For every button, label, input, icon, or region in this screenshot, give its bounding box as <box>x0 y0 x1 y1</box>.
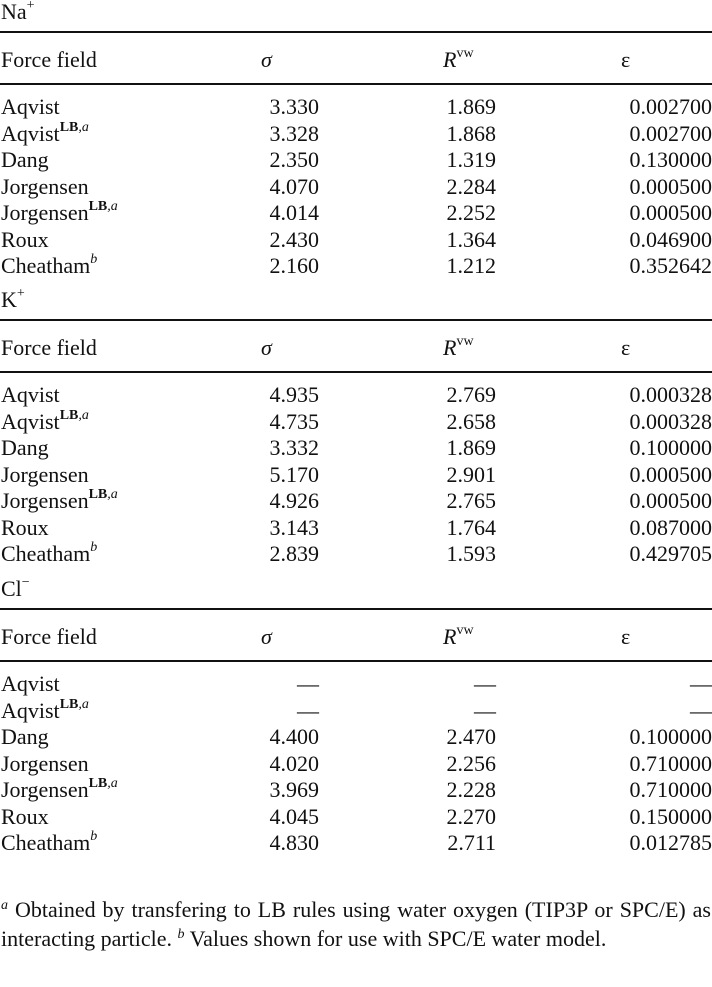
footnote-a-text: Obtained by transfering to LB rules using water oxygen (TIP3P or SPC/E) as interacting particle. <box>1 897 711 951</box>
force-field-label: Jorgensen <box>1 462 89 487</box>
rvw-base: R <box>443 47 457 72</box>
rvw-value: 2.658 <box>446 409 496 434</box>
force-field-label: Jorgensen <box>1 777 89 802</box>
rvw-value: 1.364 <box>446 227 496 252</box>
force-field-label: Aqvist <box>1 382 60 407</box>
epsilon-value: 0.002700 <box>629 94 712 119</box>
epsilon-value: 0.100000 <box>629 435 712 460</box>
epsilon-value: 0.000500 <box>629 462 712 487</box>
rvw-value: 2.252 <box>446 200 496 225</box>
rvw-value: 2.284 <box>446 174 496 199</box>
epsilon-value: 0.000500 <box>629 200 712 225</box>
header-rule-top <box>0 31 712 33</box>
force-field-label: Aqvist <box>1 671 60 696</box>
force-field-label: Dang <box>1 147 49 172</box>
superscript-note: b <box>90 540 98 555</box>
header-rule-top <box>0 608 712 610</box>
column-header-epsilon: ε <box>621 335 631 360</box>
force-field-name <box>1 517 49 539</box>
column-header-epsilon: ε <box>621 47 631 72</box>
sigma-value: 4.014 <box>269 200 319 225</box>
force-field-label: Roux <box>1 515 49 540</box>
force-field-superscript <box>89 199 118 214</box>
force-field-superscript <box>89 776 118 791</box>
rvw-value: 2.256 <box>446 751 496 776</box>
rvw-value: — <box>474 698 496 723</box>
superscript-note: ,a <box>78 408 89 423</box>
rvw-value: 2.769 <box>446 382 496 407</box>
force-field-label: Cheatham <box>1 541 91 566</box>
force-field-name <box>1 96 60 118</box>
footnote-b-text: Values shown for use with SPC/E water model. <box>184 926 607 951</box>
column-header-sigma: σ <box>261 335 272 360</box>
sigma-value: 2.839 <box>269 541 319 566</box>
epsilon-value: 0.046900 <box>629 227 712 252</box>
sigma-value: 4.070 <box>269 174 319 199</box>
force-field-name <box>1 120 89 146</box>
force-field-name <box>1 726 49 748</box>
force-field-label: Jorgensen <box>1 488 89 513</box>
sigma-value: 3.969 <box>269 777 319 802</box>
rvw-value: 1.869 <box>446 435 496 460</box>
sigma-value: 4.045 <box>269 804 319 829</box>
footnote-b-marker: b <box>177 927 185 942</box>
epsilon-value: 0.087000 <box>629 515 712 540</box>
force-field-label: Jorgensen <box>1 200 89 225</box>
epsilon-value: 0.012785 <box>629 830 712 855</box>
sigma-value: 4.935 <box>269 382 319 407</box>
force-field-name <box>1 540 98 566</box>
superscript-note: ,a <box>78 697 89 712</box>
superscript-lb: LB <box>59 408 79 423</box>
superscript-note: b <box>90 252 98 267</box>
rvw-value: — <box>474 671 496 696</box>
force-field-label: Cheatham <box>1 253 91 278</box>
rvw-base: R <box>443 335 457 360</box>
rvw-value: 2.228 <box>446 777 496 802</box>
column-header-rvw <box>443 46 474 72</box>
column-header-epsilon: ε <box>621 624 631 649</box>
rvw-value: 2.270 <box>446 804 496 829</box>
superscript-note: ,a <box>107 776 118 791</box>
force-field-superscript <box>89 487 118 502</box>
superscript-lb: LB <box>59 120 79 135</box>
column-header-force-field: Force field <box>1 47 97 72</box>
rvw-superscript: vw <box>456 623 474 638</box>
epsilon-value: 0.000328 <box>629 409 712 434</box>
superscript-lb: LB <box>88 487 108 502</box>
rvw-value: 2.470 <box>446 724 496 749</box>
force-field-superscript <box>90 829 97 844</box>
ion-charge: − <box>21 575 30 590</box>
superscript-note: b <box>90 829 98 844</box>
superscript-note: ,a <box>78 120 89 135</box>
epsilon-value: 0.150000 <box>629 804 712 829</box>
sigma-value: — <box>297 698 319 723</box>
superscript-lb: LB <box>88 199 108 214</box>
rvw-value: 1.868 <box>446 121 496 146</box>
force-field-label: Aqvist <box>1 409 60 434</box>
epsilon-value: 0.130000 <box>629 147 712 172</box>
sigma-value: 3.328 <box>269 121 319 146</box>
sigma-value: 2.430 <box>269 227 319 252</box>
table-footnote <box>1 895 711 953</box>
force-field-superscript <box>60 120 89 135</box>
force-field-name <box>1 229 49 251</box>
column-header-sigma: σ <box>261 624 272 649</box>
force-field-name <box>1 384 60 406</box>
rvw-value: 2.901 <box>446 462 496 487</box>
force-field-superscript <box>60 697 89 712</box>
epsilon-value: — <box>690 698 712 723</box>
sigma-value: 4.735 <box>269 409 319 434</box>
rvw-superscript: vw <box>456 334 474 349</box>
superscript-lb: LB <box>59 697 79 712</box>
force-field-label: Dang <box>1 724 49 749</box>
force-field-name <box>1 697 89 723</box>
rvw-value: 1.869 <box>446 94 496 119</box>
header-rule-bottom <box>0 660 712 662</box>
column-header-sigma: σ <box>261 47 272 72</box>
force-field-name <box>1 829 98 855</box>
column-header-force-field: Force field <box>1 335 97 360</box>
epsilon-value: 0.000328 <box>629 382 712 407</box>
force-field-superscript <box>90 252 97 267</box>
rvw-value: 1.593 <box>446 541 496 566</box>
rvw-value: 1.764 <box>446 515 496 540</box>
force-field-label: Dang <box>1 435 49 460</box>
sigma-value: 4.020 <box>269 751 319 776</box>
epsilon-value: 0.710000 <box>629 751 712 776</box>
sigma-value: 5.170 <box>269 462 319 487</box>
force-field-name <box>1 464 89 486</box>
force-field-name <box>1 252 98 278</box>
epsilon-value: 0.429705 <box>629 541 712 566</box>
force-field-name <box>1 437 49 459</box>
epsilon-value: 0.100000 <box>629 724 712 749</box>
force-field-name <box>1 673 60 695</box>
force-field-superscript <box>90 540 97 555</box>
sigma-value: — <box>297 671 319 696</box>
force-field-name <box>1 776 118 802</box>
epsilon-value: 0.352642 <box>629 253 712 278</box>
epsilon-value: 0.000500 <box>629 174 712 199</box>
column-header-rvw <box>443 623 474 649</box>
ion-charge: + <box>26 0 35 13</box>
epsilon-value: 0.710000 <box>629 777 712 802</box>
ion-symbol: Na <box>1 0 27 24</box>
force-field-label: Roux <box>1 804 49 829</box>
force-field-label: Aqvist <box>1 121 60 146</box>
force-field-label: Roux <box>1 227 49 252</box>
epsilon-value: — <box>690 671 712 696</box>
ion-label <box>1 575 30 601</box>
force-field-label: Jorgensen <box>1 174 89 199</box>
force-field-label: Aqvist <box>1 698 60 723</box>
force-field-name <box>1 408 89 434</box>
force-field-label: Jorgensen <box>1 751 89 776</box>
sigma-value: 2.350 <box>269 147 319 172</box>
ion-charge: + <box>16 286 25 301</box>
force-field-name <box>1 806 49 828</box>
rvw-base: R <box>443 624 457 649</box>
sigma-value: 4.830 <box>269 830 319 855</box>
force-field-label: Aqvist <box>1 94 60 119</box>
ion-label <box>1 1 35 23</box>
column-header-force-field: Force field <box>1 624 97 649</box>
force-field-label: Cheatham <box>1 830 91 855</box>
ion-symbol: Cl <box>1 576 22 601</box>
force-field-name <box>1 753 89 775</box>
sigma-value: 4.926 <box>269 488 319 513</box>
ion-label <box>1 286 25 312</box>
rvw-value: 1.319 <box>446 147 496 172</box>
sigma-value: 3.330 <box>269 94 319 119</box>
footnote-a-marker: a <box>1 898 8 913</box>
force-field-name <box>1 487 118 513</box>
header-rule-top <box>0 319 712 321</box>
force-field-name <box>1 176 89 198</box>
superscript-note: ,a <box>107 487 118 502</box>
header-rule-bottom <box>0 371 712 373</box>
column-header-rvw <box>443 334 474 360</box>
rvw-value: 2.765 <box>446 488 496 513</box>
sigma-value: 3.143 <box>269 515 319 540</box>
superscript-lb: LB <box>88 776 108 791</box>
sigma-value: 2.160 <box>269 253 319 278</box>
force-field-superscript <box>60 408 89 423</box>
sigma-value: 4.400 <box>269 724 319 749</box>
force-field-name <box>1 199 118 225</box>
sigma-value: 3.332 <box>269 435 319 460</box>
header-rule-bottom <box>0 83 712 85</box>
rvw-superscript: vw <box>456 46 474 61</box>
ion-symbol: K <box>1 287 17 312</box>
superscript-note: ,a <box>107 199 118 214</box>
epsilon-value: 0.002700 <box>629 121 712 146</box>
epsilon-value: 0.000500 <box>629 488 712 513</box>
rvw-value: 1.212 <box>446 253 496 278</box>
rvw-value: 2.711 <box>447 830 496 855</box>
force-field-name <box>1 149 49 171</box>
